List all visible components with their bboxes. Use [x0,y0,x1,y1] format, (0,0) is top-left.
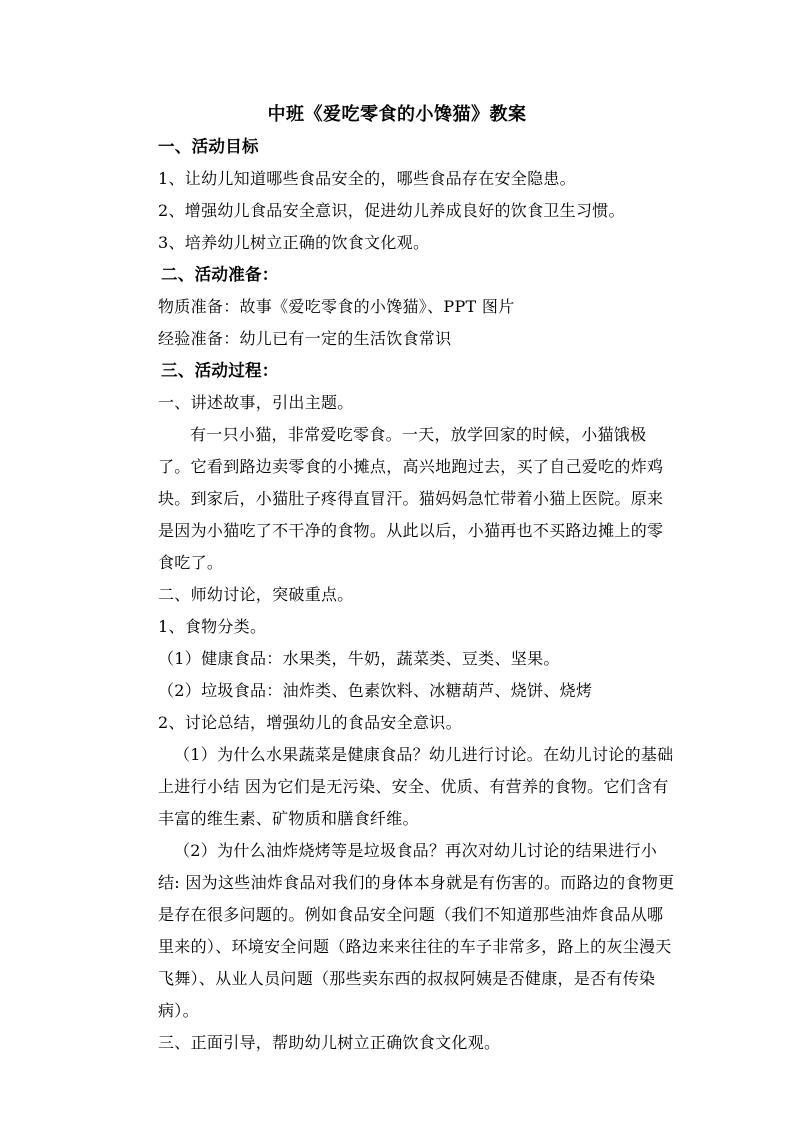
goal-item: 2、增强幼儿食品安全意识，促进幼儿养成良好的饮食卫生习惯。 [158,201,625,220]
question-paragraph-2: （2）为什么油炸烧烤等是垃圾食品？再次对幼儿讨论的结果进行小结: 因为这些油炸食品对我们的身体本身就是有伤害的。而路边的食物更是存在很多问题的。例如食品安全问题（我们不知道那些油炸食品从哪里来的）、环境安全问题（路边来来往往的车子非常多，路上的灰尘漫天飞舞）、从业人员问题（那些卖东西的叔叔阿姨是否健康，是否有传染病）。 [158,841,675,1020]
section-heading-process: 三、活动过程： [161,361,279,380]
process-step-1: 一、讲述故事，引出主题。 [158,393,354,412]
experience-preparation: 经验准备：幼儿已有一定的生活饮食常识 [158,329,452,348]
goal-item: 1、让幼儿知道哪些食品安全的，哪些食品存在安全隐患。 [158,169,576,188]
junk-food-item: （2）垃圾食品：油炸类、色素饮料、冰糖葫芦、烧饼、烧烤 [158,681,593,700]
process-step-3: 三、正面引导，帮助幼儿树立正确饮食文化观。 [158,1033,501,1052]
section-heading-goals: 一、活动目标 [158,137,259,156]
food-classification: 1、食物分类。 [158,617,267,636]
material-preparation: 物质准备：故事《爱吃零食的小馋猫》、PPT 图片 [158,297,515,316]
goal-item: 3、培养幼儿树立正确的饮食文化观。 [158,233,430,252]
section-heading-preparation: 二、活动准备： [161,265,279,284]
healthy-food-item: （1）健康食品：水果类，牛奶，蔬菜类、豆类、坚果。 [158,649,560,668]
question-paragraph-1: （1）为什么水果蔬菜是健康食品？幼儿进行讨论。在幼儿讨论的基础上进行小结 因为它们是无污染、安全、优质、有营养的食物。它们含有丰富的维生素、矿物质和膳食纤维。 [158,745,674,828]
process-step-2: 二、师幼讨论，突破重点。 [158,585,354,604]
document-body [158,131,678,1059]
document-title: 中班《爱吃零食的小馋猫》教案 [267,104,527,125]
discussion-summary: 2、讨论总结，增强幼儿的食品安全意识。 [158,713,462,732]
story-paragraph: 有一只小猫，非常爱吃零食。一天，放学回家的时候，小猫饿极了。它看到路边卖零食的小摊点，高兴地跑过去，买了自己爱吃的炸鸡块。到家后，小猫肚子疼得直冒汗。猫妈妈急忙带着小猫上医院。原来是因为小猫吃了不干净的食物。从此以后，小猫再也不买路边摊上的零食吃了。 [158,425,664,572]
